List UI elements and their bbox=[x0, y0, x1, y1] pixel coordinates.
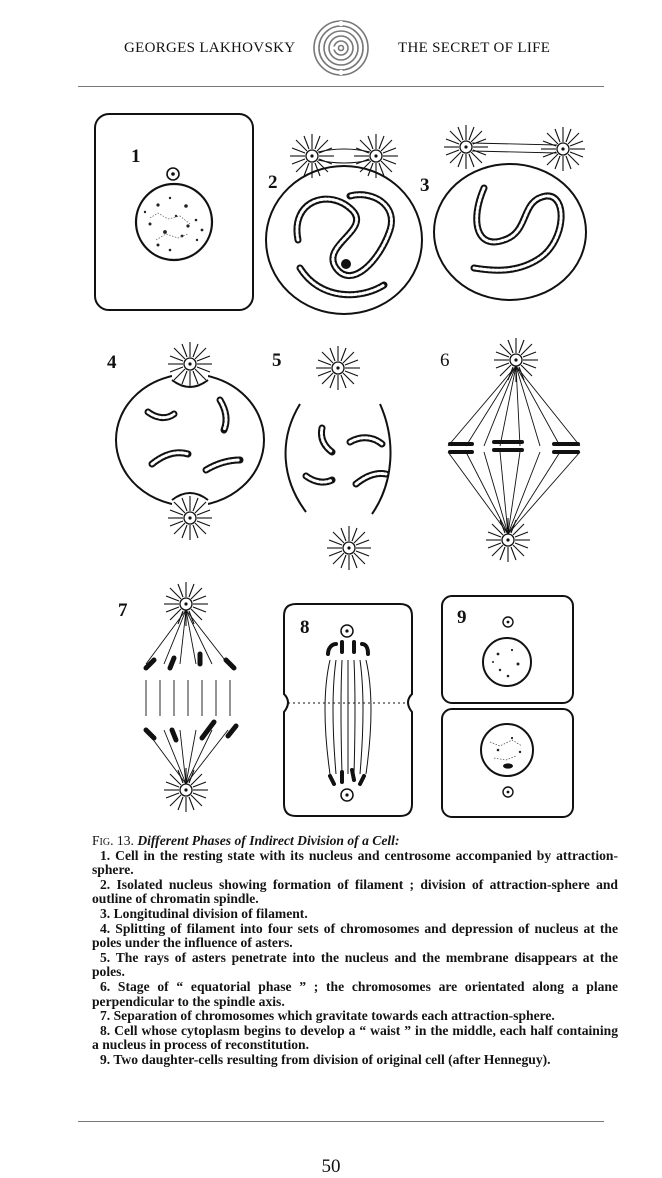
panel-number: 6 bbox=[440, 350, 450, 371]
caption-item: 8. Cell whose cytoplasm begins to develop a “ waist ” in the middle, each half containing a nucleus in process of reconstitution. bbox=[92, 1022, 618, 1053]
panel-number: 2 bbox=[268, 172, 278, 193]
caption-item: 4. Splitting of filament into four sets of chromosomes and depression of nucleus at the poles under the influence of asters. bbox=[92, 920, 618, 951]
panel-3 bbox=[420, 125, 586, 300]
caption-figure-label: Fig. 13. bbox=[92, 833, 134, 848]
panel-number: 3 bbox=[420, 175, 430, 196]
panel-number: 7 bbox=[118, 600, 128, 621]
panel-number: 9 bbox=[457, 607, 467, 628]
panel-5 bbox=[272, 346, 390, 570]
panel-4 bbox=[107, 342, 264, 540]
caption-item: 1. Cell in the resting state with its nucleus and centrosome accompanied by attraction-sphere. bbox=[92, 847, 618, 878]
header-author: GEORGES LAKHOVSKY bbox=[124, 40, 296, 56]
caption-item: 7. Separation of chromosomes which gravitate towards each attraction-sphere. bbox=[100, 1008, 555, 1024]
panel-number: 8 bbox=[300, 617, 310, 638]
caption-figure-title: Different Phases of Indirect Division of a Cell: bbox=[137, 833, 400, 848]
caption-item: 9. Two daughter-cells resulting from division of original cell (after Henneguy). bbox=[100, 1051, 551, 1067]
panel-8 bbox=[284, 604, 412, 816]
panel-9 bbox=[442, 596, 573, 817]
panel-number: 5 bbox=[272, 350, 282, 371]
caption-item: 3. Longitudinal division of filament. bbox=[100, 905, 308, 921]
panel-number: 1 bbox=[131, 146, 141, 167]
caption-title bbox=[92, 834, 618, 849]
caption-item: 6. Stage of “ equatorial phase ” ; the chromosomes are orientated along a plane perpendicular to the spindle axis. bbox=[92, 978, 618, 1009]
panel-7 bbox=[118, 582, 236, 812]
caption-item: 5. The rays of asters penetrate into the nucleus and the membrane disappears at the poles. bbox=[92, 949, 618, 980]
figure-caption bbox=[92, 834, 618, 1068]
caption-item: 2. Isolated nucleus showing formation of filament ; division of attraction-sphere and outline of chromatin spindle. bbox=[92, 876, 618, 907]
header-book-title: THE SECRET OF LIFE bbox=[398, 40, 551, 56]
footer-rule bbox=[78, 1121, 604, 1122]
panel-number: 4 bbox=[107, 352, 117, 373]
panel-2 bbox=[266, 134, 422, 314]
panel-1 bbox=[95, 114, 253, 310]
page-number: 50 bbox=[321, 1156, 341, 1177]
panel-6 bbox=[440, 338, 580, 562]
